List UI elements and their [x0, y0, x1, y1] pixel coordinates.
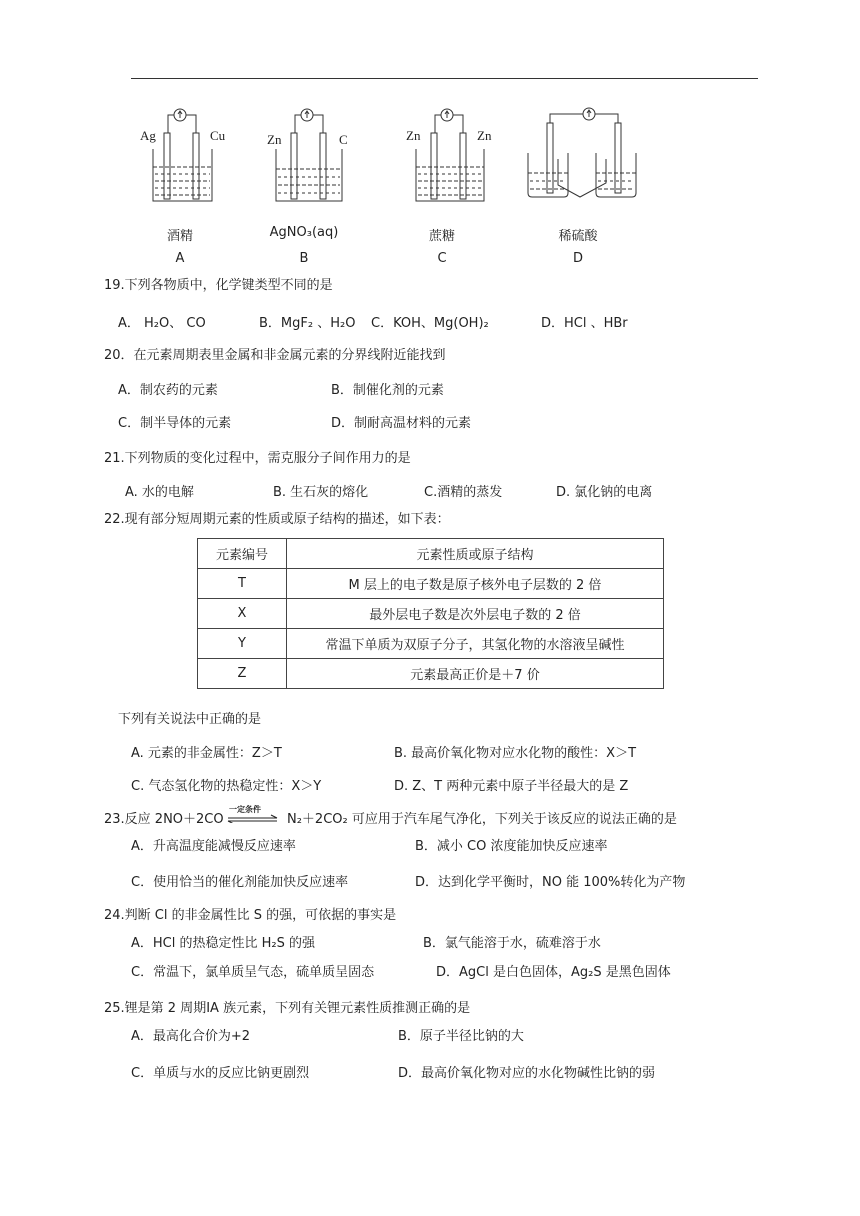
q25-option-d: D．最高价氧化物对应的水化物碱性比钠的弱 — [398, 1066, 656, 1081]
q24-option-d: D．AgCl 是白色固体，Ag₂S 是黑色固体 — [436, 965, 671, 980]
galvanic-cell-b-diagram — [262, 103, 358, 203]
figure-a-letter: A — [175, 251, 185, 266]
q19-option-b: B．MgF₂ 、H₂O — [259, 316, 356, 331]
q19-option-c: C．KOH、Mg(OH)₂ — [371, 316, 489, 331]
q19-option-d: D．HCl 、HBr — [541, 316, 628, 331]
q22-option-d: D. Z、T 两种元素中原子半径最大的是 Z — [394, 779, 629, 794]
figure-c-letter: C — [437, 251, 447, 266]
table-row — [198, 629, 664, 659]
q23-stem-part1: 23.反应 2NO＋2CO — [104, 812, 224, 827]
table-cell: Y — [198, 629, 287, 659]
table-header-cell: 元素编号 — [198, 539, 287, 569]
figure-c-solution: 蔗糖 — [428, 229, 455, 244]
table-header-row — [198, 539, 664, 569]
q25-option-b: B．原子半径比钠的大 — [398, 1029, 524, 1044]
q23-option-a: A．升高温度能减慢反应速率 — [131, 839, 296, 854]
q22-prompt: 下列有关说法中正确的是 — [118, 712, 262, 727]
galvanic-cell-c-diagram — [402, 103, 498, 203]
table-row — [198, 599, 664, 629]
header-rule — [131, 78, 758, 79]
table-cell: Z — [198, 659, 287, 689]
figure-a-solution: 酒精 — [166, 229, 193, 244]
q22-option-b: B. 最高价氧化物对应水化物的酸性：X＞T — [394, 746, 637, 761]
q22-option-a: A. 元素的非金属性：Z＞T — [131, 746, 282, 761]
q23-stem-part2: N₂＋2CO₂ 可应用于汽车尾气净化，下列关于该反应的说法正确的是 — [287, 812, 677, 827]
table-row — [198, 659, 664, 689]
q25-stem: 25.锂是第 2 周期ⅠA 族元素，下列有关锂元素性质推测正确的是 — [104, 1001, 471, 1016]
table-row — [198, 569, 664, 599]
reaction-condition-label: 一定条件 — [229, 805, 261, 814]
table-cell: T — [198, 569, 287, 599]
q24-option-c: C．常温下，氯单质呈气态，硫单质呈固态 — [131, 965, 375, 980]
galvanic-cell-d-diagram — [522, 105, 642, 203]
q23-option-c: C．使用恰当的催化剂能加快反应速率 — [131, 875, 349, 890]
table-cell: 常温下单质为双原子分子，其氢化物的水溶液呈碱性 — [287, 629, 664, 659]
q24-option-b: B．氯气能溶于水，硫难溶于水 — [423, 936, 601, 951]
table-cell: X — [198, 599, 287, 629]
q21-stem: 21.下列物质的变化过程中，需克服分子间作用力的是 — [104, 451, 411, 466]
q20-stem: 20．在元素周期表里金属和非金属元素的分界线附近能找到 — [104, 348, 446, 363]
electrode-label-c-right: Zn — [477, 128, 492, 143]
q24-option-a: A．HCl 的热稳定性比 H₂S 的强 — [131, 936, 315, 951]
q20-option-a: A．制农药的元素 — [118, 383, 218, 398]
galvanic-cell-a-diagram — [135, 103, 231, 203]
q25-option-c: C．单质与水的反应比钠更剧烈 — [131, 1066, 310, 1081]
q22-option-c: C. 气态氢化物的热稳定性：X＞Y — [131, 779, 322, 794]
element-table — [197, 538, 664, 689]
q23-option-b: B．减小 CO 浓度能加快反应速率 — [415, 839, 608, 854]
q21-option-c: C.酒精的蒸发 — [424, 485, 503, 500]
figure-b-solution: AgNO₃(aq) — [269, 225, 339, 240]
table-cell: 最外层电子数是次外层电子数的 2 倍 — [287, 599, 664, 629]
electrode-label-c-left: Zn — [406, 128, 421, 143]
electrode-label-b-left: Zn — [267, 132, 282, 147]
q23-option-d: D．达到化学平衡时，NO 能 100%转化为产物 — [415, 875, 686, 890]
electrode-label-a-left: Ag — [140, 128, 156, 143]
q21-option-b: B. 生石灰的熔化 — [273, 485, 369, 500]
q20-option-b: B．制催化剂的元素 — [331, 383, 444, 398]
q19-option-a: A． H₂O、 CO — [118, 316, 206, 331]
figure-b-letter: B — [299, 251, 309, 266]
table-cell: 元素最高正价是＋7 价 — [287, 659, 664, 689]
q19-stem: 19.下列各物质中，化学键类型不同的是 — [104, 278, 333, 293]
q20-option-d: D．制耐高温材料的元素 — [331, 416, 472, 431]
q22-stem: 22.现有部分短周期元素的性质或原子结构的描述，如下表： — [104, 512, 450, 527]
q20-option-c: C．制半导体的元素 — [118, 416, 232, 431]
q24-stem: 24.判断 Cl 的非金属性比 S 的强，可依据的事实是 — [104, 908, 397, 923]
q21-option-a: A. 水的电解 — [125, 485, 194, 500]
q21-option-d: D. 氯化钠的电离 — [556, 485, 653, 500]
table-cell: M 层上的电子数是原子核外电子层数的 2 倍 — [287, 569, 664, 599]
electrode-label-b-right: C — [339, 132, 348, 147]
figure-d-letter: D — [572, 251, 583, 266]
electrode-label-a-right: Cu — [210, 128, 226, 143]
table-header-cell: 元素性质或原子结构 — [287, 539, 664, 569]
figure-d-solution: 稀硫酸 — [558, 229, 598, 244]
reaction-condition-arrow — [227, 805, 279, 823]
q25-option-a: A．最高化合价为+2 — [131, 1029, 251, 1044]
